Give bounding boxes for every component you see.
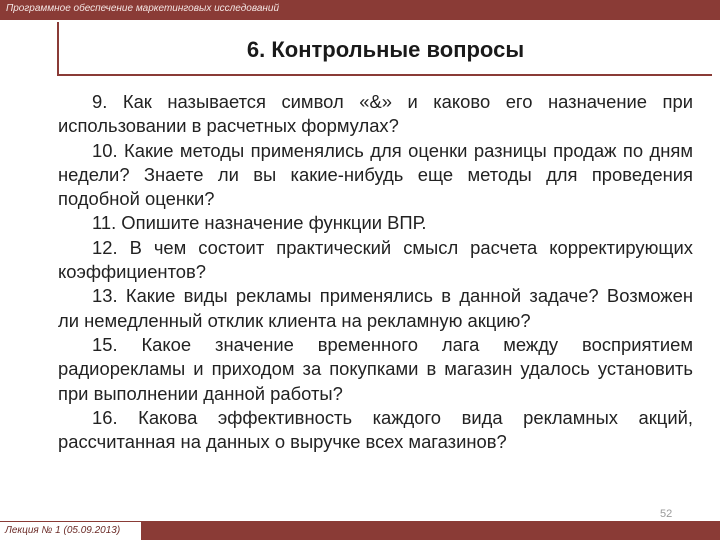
footer-bar — [0, 521, 720, 540]
questions-list — [58, 90, 693, 454]
footer-label-box — [0, 521, 141, 540]
question-item: 9. Как называется символ «&» и каково его назначение при использовании в расчетных формулах? — [58, 91, 693, 137]
title-area — [57, 22, 712, 74]
slide-title: 6. Контрольные вопросы — [246, 37, 525, 62]
header-bar — [0, 0, 720, 20]
question-item: 12. В чем состоит практический смысл расчета корректирующих коэффициентов? — [58, 236, 693, 283]
page-number: 52 — [660, 508, 673, 520]
question-item: 11. Опишите назначение функции ВПР. — [92, 212, 427, 234]
lecture-date-label: Лекция № 1 (05.09.2013) — [5, 525, 121, 536]
question-item: 15. Какое значение временного лага между восприятием радиорекламы и приходом за покупками в магазин удалось установить при выполнении данной работы? — [58, 333, 693, 404]
question-item: 10. Какие методы применялись для оценки разницы продаж по дням недели? Знаете ли вы какие-нибудь еще методы для проведения подобной оценки? — [58, 139, 693, 210]
header-course-title: Программное обеспечение маркетинговых исследований — [6, 3, 280, 14]
question-item: 13. Какие виды рекламы применялись в данной задаче? Возможен ли немедленный отклик клиента на рекламную акцию? — [58, 285, 693, 331]
question-item: 16. Какова эффективность каждого вида рекламных акций, рассчитанная на данных о выручке всех магазинов? — [58, 406, 693, 453]
title-divider — [57, 74, 712, 76]
